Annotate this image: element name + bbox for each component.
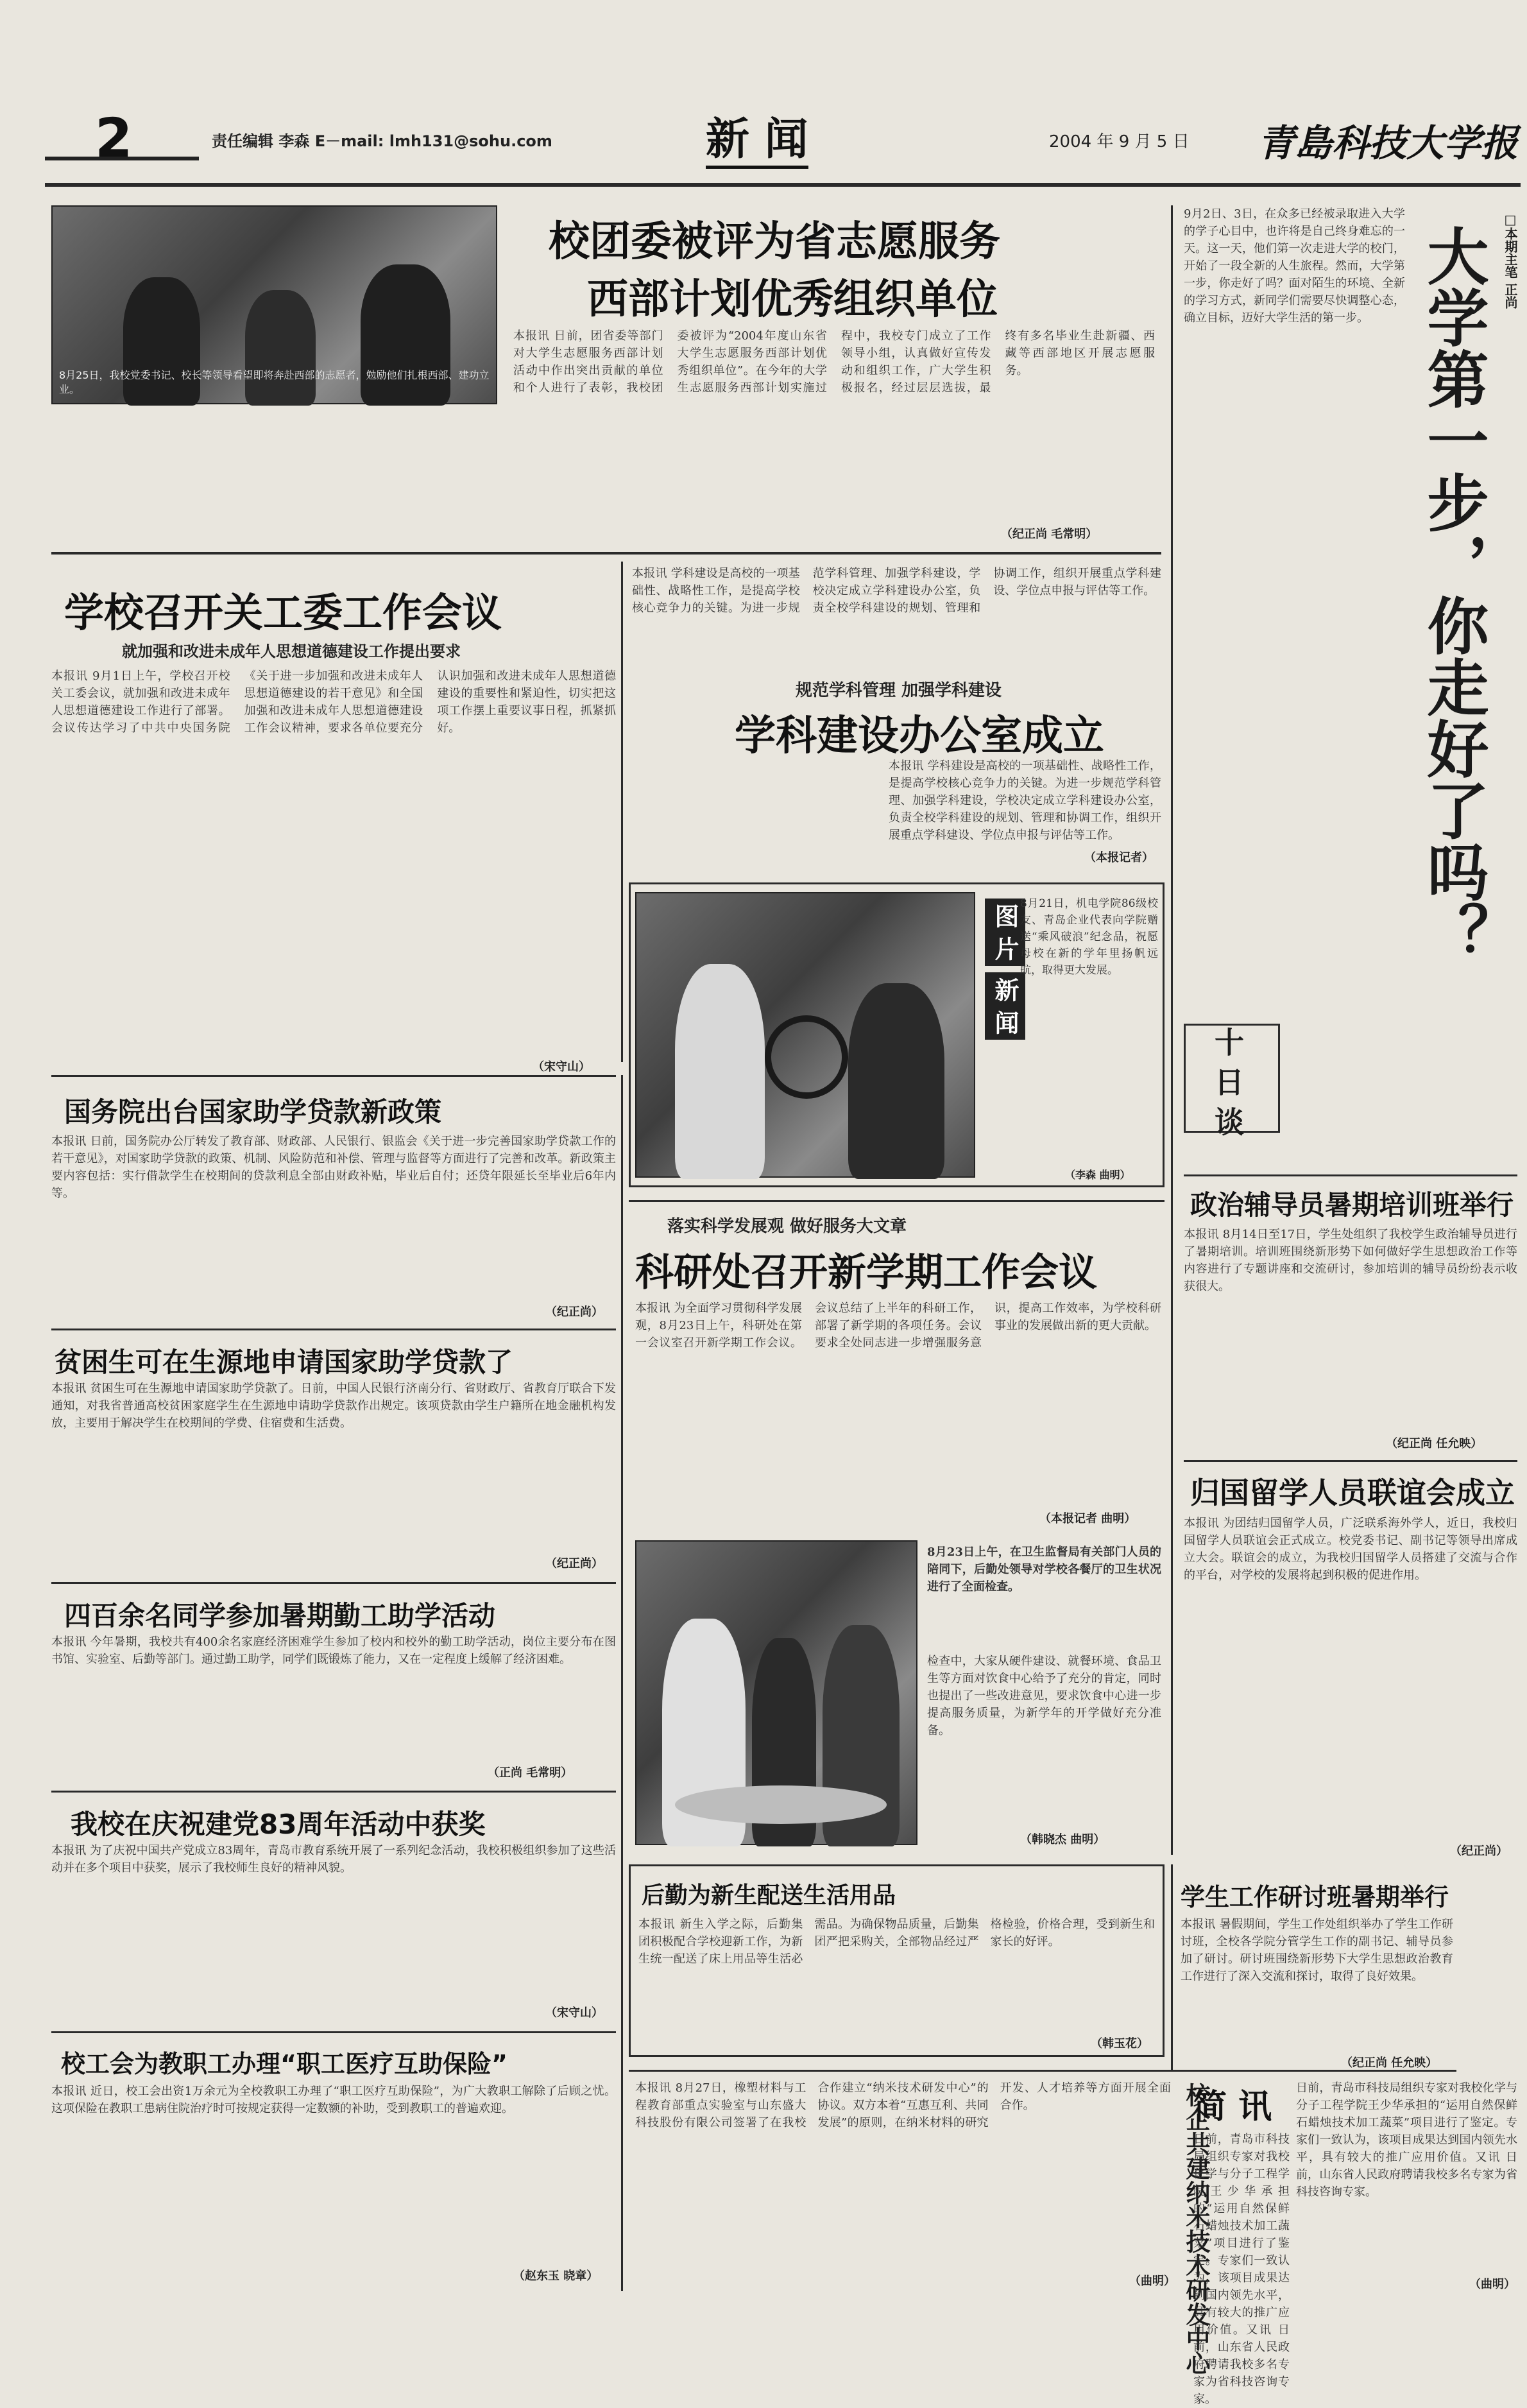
work-study-byline: （正尚 毛常明） (488, 1766, 573, 1780)
discipline-title: 学科建设办公室成立 (735, 712, 1104, 760)
photo-news-label-1: 图 片 (985, 899, 1025, 966)
photo-news-image (635, 892, 975, 1178)
materials-vertical-title: 校企共建纳米技术研发中心 (1182, 2083, 1210, 2375)
masthead (45, 109, 1521, 173)
aid-policy-body: 本报讯 日前，国务院办公厅转发了教育部、财政部、人民银行、银监会《关于进一步完善国家助学贷款工作的若干意见》，对国家助学贷款的政策、机制、风险防范和补偿、管理与监督等方面进行了完善和改革。新政策主要内容包括：实行借款学生在校期间的贷款利息全部由财政补贴，毕业后自付；还贷年限延长至毕业后6年内等。 (51, 1135, 616, 1200)
volunteer-body: 本报讯 日前，团省委等部门对大学生志愿服务西部计划活动中作出突出贡献的单位和个人进行了表彰，我校团委被评为“2004年度山东省大学生志愿服务西部计划优秀组织单位”。在今年的大学生志愿服务西部计划实施过程中，我校专门成立了工作领导小组，认真做好宣传发动和组织工作，广大学生积极报名，经过层层选拔，最终有多名毕业生赴新疆、西藏等西部地区开展志愿服务。 (513, 329, 1155, 395)
photo-news-credit: （李森 曲明） (1065, 1169, 1130, 1181)
party-award-body: 本报讯 为了庆祝中国共产党成立83周年，青岛市教育系统开展了一系列纪念活动，我校积极组织参加了这些活动并在多个项目中获奖，展示了我校师生良好的精神风貌。 (51, 1844, 616, 1875)
medical-byline: （赵东玉 晓章） (513, 2269, 599, 2283)
first-step-column-label: □本期主笔 正尚 (1503, 212, 1518, 309)
research-title: 科研处召开新学期工作会议 (635, 1250, 1097, 1295)
research-subtitle: 落实科学发展观 做好服务大文章 (667, 1217, 907, 1236)
volunteer-title-2: 西部计划优秀组织单位 (587, 276, 998, 323)
discipline-body: 本报讯 学科建设是高校的一项基础性、战略性工作，是提高学校核心竞争力的关键。为进一步规范学科管理、加强学科建设，学校决定成立学科建设办公室，负责全校学科建设的规划、管理和协调工作，组织开展重点学科建设、学位点申报与评估等工作。 (632, 567, 1161, 615)
discipline-byline: （本报记者） (1084, 851, 1154, 864)
masthead-rule (45, 183, 1521, 187)
volunteer-photo-caption: 8月25日，我校党委书记、校长等领导看望即将奔赴西部的志愿者，勉励他们扎根西部、建功立业。 (59, 369, 490, 395)
briefs-title: 简 讯 (1193, 2088, 1272, 2126)
divider-top (51, 552, 1161, 555)
materials-body: 本报讯 8月27日，橡塑材料与工程教育部重点实验室与山东盛大科技股份有限公司签署了在我校合作建立“纳米技术研发中心”的协议。双方本着“互惠互利、共同发展”的原则，在纳米材料的研究开发、人才培养等方面开展全面合作。 (635, 2081, 1171, 2129)
briefs-body: 日前，青岛市科技局组织专家对我校化学与分子工程学院王少华承担的“运用自然保鲜石蜡烛技术加工蔬菜”项目进行了鉴定。专家们一致认为，该项目成果达到国内领先水平，具有较大的推广应用价值。又讯 日前，山东省人民政府聘请我校多名专家为省科技咨询专家。 (1296, 2081, 1517, 2199)
ship-wheel-icon (765, 1015, 848, 1099)
committee-byline: （宋守山） (533, 1060, 590, 1074)
photo-news-caption: 8月21日，机电学院86级校友、青岛企业代表向学院赠送“乘风破浪”纪念品，祝愿母校在新的学年里扬帆远航，取得更大发展。 (1020, 897, 1158, 977)
counselor-body: 本报讯 8月14日至17日，学生处组织了我校学生政治辅导员进行了暑期培训。培训班围绕新形势下如何做好学生思想政治工作等内容进行了专题讲座和交流研讨，参加培训的辅导员纷纷表示收获很大。 (1184, 1228, 1517, 1293)
divider-v4 (1171, 205, 1173, 1855)
logistics-body: 本报讯 新生入学之际，后勤集团积极配合学校迎新工作，为新生统一配送了床上用品等生活必需品。为确保物品质量，后勤集团严把采购关，全部物品经过严格检验，价格合理，受到新生和家长的好评。 (638, 1918, 1155, 1966)
medical-title: 校工会为教职工办理“职工医疗互助保险” (61, 2050, 508, 2078)
first-step-body: 9月2日、3日，在众多已经被录取进入大学的学子心目中，也许将是自己终身难忘的一天。这一天，他们第一次走进大学的校门，开始了一段全新的人生旅程。然而，大学第一步，你走好了吗？面对陌生的环境、全新的学习方式，新同学们需要尽快调整心态，确立目标，迈好大学生活的第一步。 (1184, 207, 1405, 325)
committee-subtitle: 就加强和改进未成年人思想道德建设工作提出要求 (122, 642, 461, 660)
logistics-title: 后勤为新生配送生活用品 (642, 1882, 896, 1909)
volunteer-photo (51, 205, 497, 404)
briefs-byline: （曲明） (1469, 2278, 1515, 2291)
issue-date: 2004 年 9 月 5 日 (1049, 132, 1190, 151)
photo-news-label-2: 新 闻 (985, 972, 1025, 1040)
logistics-byline: （韩玉花） (1091, 2037, 1148, 2051)
student-work-body: 本报讯 暑假期间，学生工作处组织举办了学生工作研讨班，全校各学院分管学生工作的副书记、辅导员参加了研讨。研讨班围绕新形势下大学生思想政治教育工作进行了深入交流和探讨，取得了良好效果。 (1181, 1918, 1453, 1983)
divider-mid-2 (629, 2070, 1456, 2072)
food-tray-icon (675, 1785, 887, 1824)
medical-body: 本报讯 近日，校工会出资1万余元为全校教职工办理了“职工医疗互助保险”，为广大教职工解除了后顾之忧。这项保险在教职工患病住院治疗时可按规定获得一定数额的补助，受到教职工的普遍欢迎。 (51, 2085, 616, 2115)
returnees-title: 归国留学人员联谊会成立 (1190, 1475, 1515, 1510)
student-work-title: 学生工作研讨班暑期举行 (1181, 1883, 1449, 1911)
talk-label: 十 日 谈 (1210, 1027, 1245, 1137)
poor-students-byline: （纪正尚） (545, 1557, 603, 1570)
section-name: 新 闻 (706, 114, 808, 169)
returnees-byline: （纪正尚） (1450, 1845, 1508, 1858)
divider-v1 (621, 562, 623, 1062)
divider-left-1 (51, 1075, 616, 1077)
aid-policy-title: 国务院出台国家助学贷款新政策 (64, 1096, 442, 1128)
work-study-body: 本报讯 今年暑期，我校共有400余名家庭经济困难学生参加了校内和校外的勤工助学活动，岗位主要分布在图书馆、实验室、后勤等部门。通过勤工助学，同学们既锻炼了能力，又在一定程度上缓解了经济困难。 (51, 1635, 616, 1666)
research-body: 本报讯 为全面学习贯彻科学发展观，8月23日上午，科研处在第一会议室召开新学期工作会议。会议总结了上半年的科研工作，部署了新学期的各项任务。会议要求全处同志进一步增强服务意识，提高工作效率，为学校科研事业的发展做出新的更大贡献。 (635, 1302, 1161, 1350)
page-number-arrow (45, 116, 199, 160)
page-number: 2 (95, 107, 133, 169)
committee-body: 本报讯 9月1日上午，学校召开校关工委会议，就加强和改进未成年人思想道德建设工作进行了部署。会议传达学习了中共中央国务院《关于进一步加强和改进未成年人思想道德建设的若干意见》和全国加强和改进未成年人思想道德建设工作会议精神，要求各单位要充分认识加强和改进未成年人思想道德建设的重要性和紧迫性，切实把这项工作摆上重要议事日程，抓紧抓好。 (51, 669, 616, 735)
party-award-title: 我校在庆祝建党83周年活动中获奖 (71, 1809, 486, 1840)
paper-name: 青島科技大学报 (1258, 121, 1519, 165)
party-award-byline: （宋守山） (545, 2006, 603, 2020)
divider-left-3 (51, 1582, 616, 1584)
canteen-photo (635, 1540, 917, 1845)
research-byline: （本报记者 曲明） (1039, 1512, 1136, 1526)
work-study-title: 四百余名同学参加暑期勤工助学活动 (64, 1600, 496, 1631)
poor-students-title: 贫困生可在生源地申请国家助学贷款了 (55, 1346, 513, 1378)
discipline-subtitle: 规范学科管理 加强学科建设 (796, 681, 1002, 700)
volunteer-title-1: 校团委被评为省志愿服务 (549, 218, 1000, 266)
divider-v2 (621, 1075, 623, 2291)
counselor-byline: （纪正尚 任允映） (1386, 1437, 1483, 1450)
canteen-body: 检查中，大家从硬件建设、就餐环境、食品卫生等方面对饮食中心给予了充分的肯定，同时也提出了一些改进意见，要求饮食中心进一步提高服务质量，为新学年的开学做好充分准备。 (927, 1655, 1161, 1737)
first-step-vertical-title: 大学第一步，你走好了吗？ (1417, 225, 1489, 964)
returnees-body: 本报讯 为团结归国留学人员，广泛联系海外学人，近日，我校归国留学人员联谊会正式成立。校党委书记、副书记等领导出席成立大会。联谊会的成立，为我校归国留学人员搭建了交流与合作的平台，对学校的发展将起到积极的促进作用。 (1184, 1517, 1517, 1582)
materials-byline: （曲明） (1129, 2275, 1175, 2288)
divider-right-2 (1184, 1460, 1517, 1462)
volunteer-byline: （纪正尚 毛常明） (1001, 528, 1098, 541)
divider-v3 (1171, 1864, 1173, 2070)
discipline-body-2: 本报讯 学科建设是高校的一项基础性、战略性工作，是提高学校核心竞争力的关键。为进一步规范学科管理、加强学科建设，学校决定成立学科建设办公室，负责全校学科建设的规划、管理和协调工作，组织开展重点学科建设、学位点申报与评估等工作。 (889, 759, 1161, 842)
divider-left-5 (51, 2031, 616, 2033)
canteen-caption: 8月23日上午，在卫生监督局有关部门人员的陪同下，后勤处领导对学校各餐厅的卫生状况进行了全面检查。 (927, 1545, 1161, 1594)
divider-mid-1 (629, 1200, 1164, 1202)
divider-left-2 (51, 1329, 616, 1330)
poor-students-body: 本报讯 贫困生可在生源地申请国家助学贷款了。日前，中国人民银行济南分行、省财政厅、省教育厅联合下发通知，对我省普通高校贫困家庭学生在生源地申请助学贷款作出规定。该项贷款由学生户籍所在地金融机构发放，主要用于解决学生在校期间的学费、住宿费和生活费。 (51, 1382, 616, 1430)
student-work-byline: （纪正尚 任允映） (1341, 2056, 1438, 2070)
canteen-byline: （韩晓杰 曲明） (1020, 1833, 1105, 1846)
committee-title: 学校召开关工委工作会议 (64, 589, 502, 636)
editor-line: 责任编辑 李森 E－mail: lmh131@sohu.com (212, 132, 552, 150)
divider-right-1 (1184, 1174, 1517, 1176)
aid-policy-byline: （纪正尚） (545, 1305, 603, 1319)
briefs-body-2: 日前，青岛市科技局组织专家对我校化学与分子工程学院王少华承担的“运用自然保鲜石蜡烛技术加工蔬菜”项目进行了鉴定。专家们一致认为，该项目成果达到国内领先水平，具有较大的推广应用价值。又讯 日前，山东省人民政府聘请我校多名专家为省科技咨询专家。 (1193, 2133, 1290, 2406)
divider-left-4 (51, 1791, 616, 1793)
counselor-title: 政治辅导员暑期培训班举行 (1190, 1189, 1514, 1221)
